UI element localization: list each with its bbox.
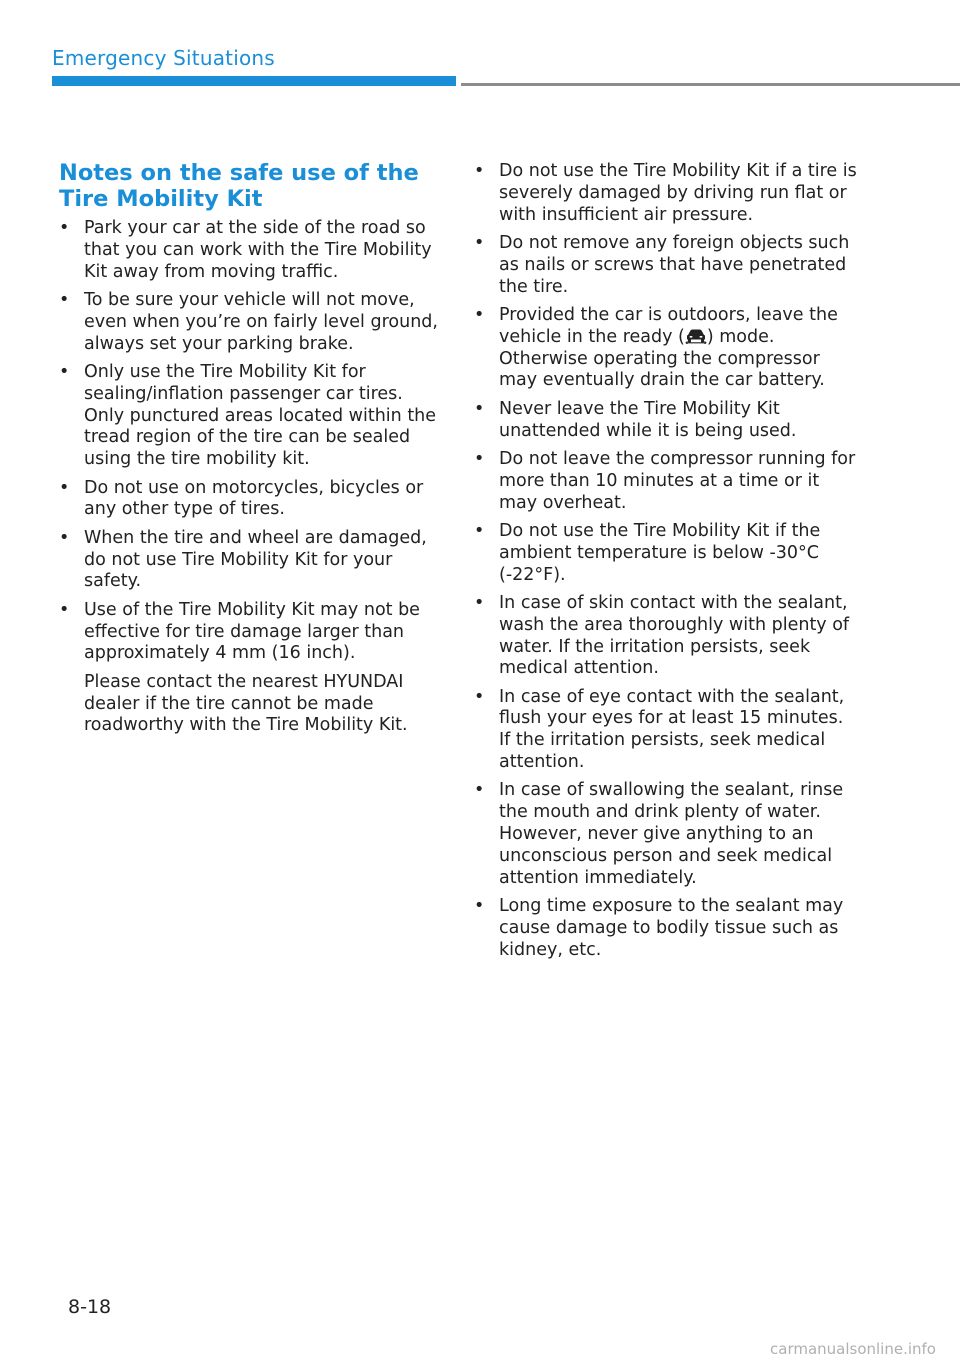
bullet-marker: • — [474, 592, 485, 613]
header-accent-bar — [52, 76, 456, 86]
section-heading: Notes on the safe use of the Tire Mobility Kit — [59, 160, 419, 212]
left-column — [59, 160, 441, 744]
watermark: carmanualsonline.info — [770, 1340, 936, 1358]
list-item-extra-text: Please contact the nearest HYUNDAI dealer if the tire cannot be made roadworthy with the Tire Mobility Kit. — [84, 671, 408, 736]
left-bullet-list — [59, 218, 441, 737]
list-item-text: In case of eye contact with the sealant, flush your eyes for at least 15 minutes. If the irritation persists, seek medical attention. — [499, 686, 845, 773]
list-item — [474, 521, 860, 586]
list-item — [59, 290, 441, 355]
list-item-text: In case of skin contact with the sealant, wash the area thoroughly with plenty of water. If the irritation persists, seek medical attention. — [499, 592, 850, 679]
text-before-icon: Provided the car is outdoors, leave the vehicle in the ready ( — [499, 304, 838, 347]
list-item-text: Do not use the Tire Mobility Kit if the ambient temperature is below -30°C (-22°F). — [499, 520, 821, 585]
bullet-marker: • — [474, 304, 485, 325]
bullet-marker: • — [474, 686, 485, 707]
bullet-marker: • — [59, 527, 70, 548]
list-item-text: Only use the Tire Mobility Kit for sealing/inflation passenger car tires. Only punctured areas located within the tread region of the tire can be sealed using the tire mobility kit. — [84, 361, 437, 470]
list-item — [474, 449, 860, 514]
list-item-text: Do not use on motorcycles, bicycles or any other type of tires. — [84, 477, 424, 520]
list-item — [474, 593, 860, 680]
list-item — [474, 687, 860, 774]
bullet-marker: • — [474, 398, 485, 419]
list-item-text: When the tire and wheel are damaged, do not use Tire Mobility Kit for your safety. — [84, 527, 427, 592]
header-rule — [461, 83, 960, 86]
bullet-marker: • — [474, 232, 485, 253]
bullet-marker: • — [474, 448, 485, 469]
bullet-marker: • — [59, 289, 70, 310]
list-item — [59, 528, 441, 593]
list-item-text: Do not leave the compressor running for more than 10 minutes at a time or it may overheat. — [499, 448, 856, 513]
list-item-text: Never leave the Tire Mobility Kit unattended while it is being used. — [499, 398, 797, 441]
list-item — [474, 896, 860, 961]
page-number: 8-18 — [68, 1296, 112, 1318]
right-bullet-list — [474, 161, 860, 961]
bullet-marker: • — [474, 161, 485, 181]
bullet-marker: • — [474, 780, 485, 801]
list-item-text: Do not use the Tire Mobility Kit if a tire is severely damaged by driving run flat or with insufficient air pressure. — [499, 161, 857, 225]
list-item-text: In case of swallowing the sealant, rinse the mouth and drink plenty of water. However, never give anything to an unconscious person and seek medical attention immediately. — [499, 780, 844, 888]
list-item — [474, 780, 860, 889]
list-item — [474, 233, 860, 298]
list-item-text: To be sure your vehicle will not move, even when you’re on fairly level ground, always set your parking brake. — [84, 289, 438, 354]
list-item — [474, 305, 860, 392]
section-title: Emergency Situations — [52, 46, 275, 70]
list-item — [474, 161, 860, 226]
bullet-marker: • — [59, 361, 70, 382]
list-item — [59, 218, 441, 283]
bullet-marker: • — [59, 477, 70, 498]
list-item — [474, 399, 860, 443]
list-item — [59, 362, 441, 471]
list-item-text — [499, 305, 860, 392]
ready-mode-car-icon — [685, 328, 707, 344]
right-column — [474, 161, 860, 968]
bullet-marker: • — [59, 599, 70, 620]
text-after-icon: ) mode. Otherwise operating the compressor may eventually drain the car battery. — [499, 326, 825, 391]
list-item-text: Park your car at the side of the road so that you can work with the Tire Mobility Kit away from moving traffic. — [84, 218, 432, 282]
list-item — [59, 600, 441, 737]
list-item-text: Use of the Tire Mobility Kit may not be effective for tire damage larger than approximately 4 mm (16 inch). — [84, 599, 420, 664]
list-item-text: Long time exposure to the sealant may cause damage to bodily tissue such as kidney, etc. — [499, 896, 844, 960]
bullet-marker: • — [474, 520, 485, 541]
bullet-marker: • — [474, 896, 485, 917]
bullet-marker: • — [59, 218, 70, 238]
list-item — [59, 478, 441, 522]
list-item-text: Do not remove any foreign objects such as nails or screws that have penetrated the tire. — [499, 232, 850, 297]
